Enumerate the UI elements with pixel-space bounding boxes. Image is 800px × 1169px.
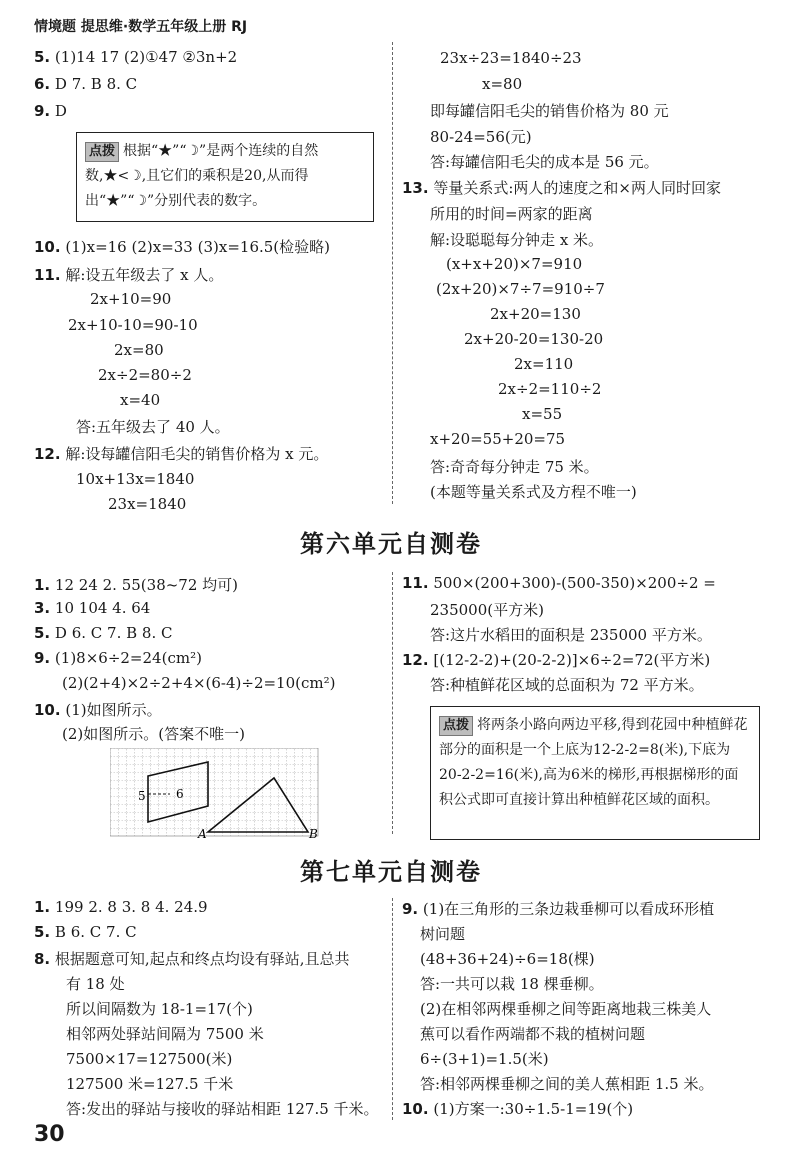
hint-box [430, 706, 760, 840]
answer-line: (48+36+24)÷6=18(棵) [420, 950, 595, 968]
answer-10: 10. (1)x=16 (2)x=33 (3)x=16.5(检验略) [34, 238, 330, 256]
column-divider [392, 898, 393, 1120]
equation-line: 10x+13x=1840 [76, 470, 195, 488]
hint-box [76, 132, 374, 222]
section-title-unit-7: 第七单元自测卷 [300, 858, 482, 886]
answer-line: 有 18 处 [66, 975, 125, 993]
equation-line: 2x=110 [514, 355, 574, 373]
answer-line: 1. 199 2. 8 3. 8 4. 24.9 [34, 898, 208, 916]
page-number: 30 [34, 1122, 65, 1147]
equation-line: x+20=55+20=75 [430, 430, 566, 448]
equation-line: 23x=1840 [108, 495, 187, 513]
answer-line: 5. B 6. C 7. C [34, 923, 137, 941]
answer-6: 6. D 7. B 8. C [34, 75, 138, 93]
equation-line: 2x+10=90 [90, 290, 172, 308]
equation-line: 80-24=56(元) [430, 128, 532, 146]
answer-line: 1. 12 24 2. 55(38~72 均可) [34, 576, 239, 594]
answer-line: 3. 10 104 4. 64 [34, 599, 151, 617]
answer-11: 11. 解:设五年级去了 x 人。 [34, 266, 224, 284]
answer-line: (2)(2+4)×2÷2+4×(6-4)÷2=10(cm²) [62, 674, 336, 692]
answer-10: 10. (1)方案一:30÷1.5-1=19(个) [402, 1100, 634, 1118]
answer-line: 10. (1)如图所示。 [34, 701, 162, 719]
answer-13: 13. 等量关系式:两人的速度之和×两人同时回家 [402, 179, 721, 197]
answer-12: 12. 解:设每罐信阳毛尖的销售价格为 x 元。 [34, 445, 329, 463]
answer-9: 9. (1)在三角形的三条边栽垂柳可以看成环形植 [402, 900, 715, 918]
answer-9: 9. D [34, 102, 67, 120]
text-line: 所用的时间=两家的距离 [430, 205, 593, 223]
answer-line: 5. D 6. C 7. B 8. C [34, 624, 173, 642]
hint-text: 根据“★”“☽”是两个连续的自然数,★<☽,且它们的乘积是20,从而得出“★”“☽”分别代表的数字。 [85, 143, 319, 209]
label-b: B [309, 827, 318, 841]
column-divider [392, 42, 393, 504]
answer-line: 答:这片水稻田的面积是 235000 平方米。 [430, 626, 712, 644]
column-divider [392, 572, 393, 834]
equation-line: 2x+10-10=90-10 [68, 316, 198, 334]
answer-line: 所以间隔数为 18-1=17(个) [66, 1000, 253, 1018]
answer-line: 蕉可以看作两端都不栽的植树问题 [420, 1025, 646, 1043]
equation-line: x=40 [120, 391, 161, 409]
answer-5: 5. (1)14 17 (2)①47 ②3n+2 [34, 48, 238, 66]
equation-line: (2x+20)×7÷7=910÷7 [436, 280, 605, 298]
label-6: 6 [176, 787, 184, 801]
equation-line: x=55 [522, 405, 563, 423]
equation-line: 2x=80 [114, 341, 164, 359]
label-5: 5 [138, 789, 146, 803]
grid-figure [110, 748, 322, 842]
page-header: 情境题 提思维·数学五年级上册 RJ [34, 19, 248, 35]
section-title-unit-6: 第六单元自测卷 [300, 530, 482, 558]
answer-line: 答:相邻两棵垂柳之间的美人蕉相距 1.5 米。 [420, 1075, 714, 1093]
answer-line: 答:每罐信阳毛尖的成本是 56 元。 [430, 153, 659, 171]
answer-line: 答:一共可以栽 18 棵垂柳。 [420, 975, 604, 993]
text-line: 即每罐信阳毛尖的销售价格为 80 元 [430, 102, 669, 120]
answer-8: 8. 根据题意可知,起点和终点均设有驿站,且总共 [34, 950, 350, 968]
text-line: 解:设聪聪每分钟走 x 米。 [430, 231, 604, 249]
answer-11: 11. 500×(200+300)-(500-350)×200÷2 = [402, 574, 716, 592]
answer-line: 答:发出的驿站与接收的驿站相距 127.5 千米。 [66, 1100, 379, 1118]
equation-line: 23x÷23=1840÷23 [440, 49, 582, 67]
equation-line: 2x÷2=80÷2 [98, 366, 192, 384]
answer-line: 答:种植鲜花区域的总面积为 72 平方米。 [430, 676, 704, 694]
equation-line: 2x+20=130 [490, 305, 581, 323]
equation-line: 2x+20-20=130-20 [464, 330, 604, 348]
equation-line: 2x÷2=110÷2 [498, 380, 602, 398]
equation-line: x=80 [482, 75, 523, 93]
answer-line: 树问题 [420, 925, 466, 943]
answer-line: 答:五年级去了 40 人。 [76, 418, 230, 436]
answer-line: 6÷(3+1)=1.5(米) [420, 1050, 549, 1068]
equation-line: (x+x+20)×7=910 [446, 255, 583, 273]
answer-line: (2)如图所示。(答案不唯一) [62, 725, 245, 743]
answer-12: 12. [(12-2-2)+(20-2-2)]×6÷2=72(平方米) [402, 651, 711, 669]
answer-line: 7500×17=127500(米) [66, 1050, 233, 1068]
answer-line: 9. (1)8×6÷2=24(cm²) [34, 649, 202, 667]
hint-text: 将两条小路向两边平移,得到花园中种植鲜花部分的面积是一个上底为12-2-2=8(米),下底为20-2-2=16(米),高为6米的梯形,再根据梯形的面积公式即可直接计算出种植鲜花区域的面积。 [439, 717, 748, 808]
hint-tag: 点拨 [85, 142, 119, 162]
hint-tag: 点拨 [439, 716, 473, 736]
note-line: (本题等量关系式及方程不唯一) [430, 483, 637, 501]
label-a: A [198, 827, 207, 841]
answer-line: 答:奇奇每分钟走 75 米。 [430, 458, 599, 476]
answer-line: 127500 米=127.5 千米 [66, 1075, 234, 1093]
answer-line: 相邻两处驿站间隔为 7500 米 [66, 1025, 264, 1043]
answer-line: (2)在相邻两棵垂柳之间等距离地栽三株美人 [420, 1000, 712, 1018]
answer-line: 235000(平方米) [430, 601, 544, 619]
